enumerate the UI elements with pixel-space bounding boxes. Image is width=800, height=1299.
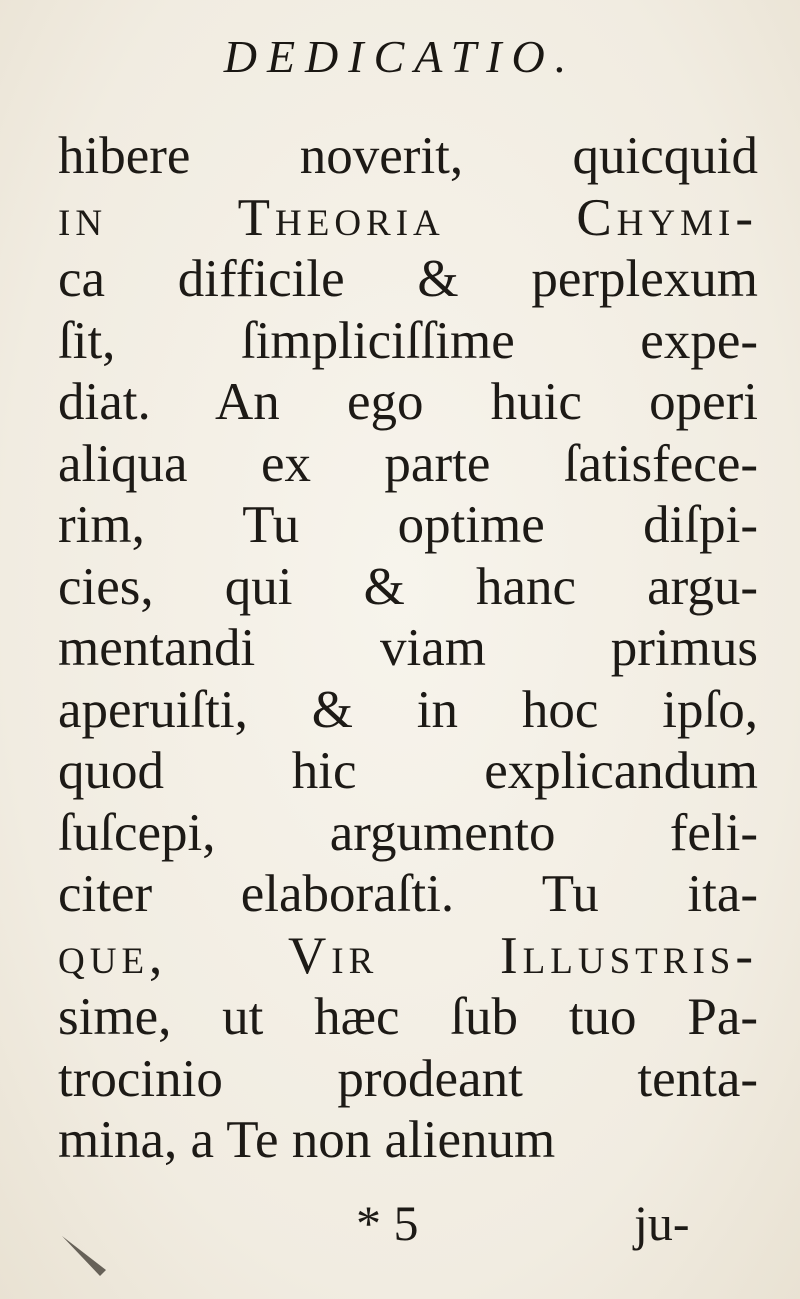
text-line: ſuſcepi, argumento feli- bbox=[58, 803, 758, 862]
body-text bbox=[58, 126, 758, 1172]
signature-mark: * 5 bbox=[356, 1195, 419, 1251]
text-line: quod hic explicandum bbox=[58, 742, 758, 800]
text-line: trocinio prodeant tenta- bbox=[58, 1049, 758, 1108]
catchword: ju- bbox=[634, 1195, 690, 1251]
text-line: cies, qui & hanc argu- bbox=[58, 557, 758, 616]
text-line: in Theoria Chymi- bbox=[58, 188, 758, 247]
text-line: diat. An ego huic operi bbox=[58, 373, 758, 431]
text-line: sime, ut hæc ſub tuo Pa- bbox=[58, 988, 758, 1046]
text-line: ca difficile & perplexum bbox=[58, 250, 758, 308]
text-line: hibere noverit, quicquid bbox=[58, 127, 758, 185]
ink-mark-icon bbox=[60, 1230, 130, 1280]
text-line: rim, Tu optime diſpi- bbox=[58, 496, 758, 554]
text-line: aliqua ex parte ſatisfece- bbox=[58, 434, 758, 493]
text-line: que, Vir Illustris- bbox=[58, 926, 758, 985]
text-line: mina, a Te non alienum bbox=[58, 1111, 556, 1169]
text-line: citer elaboraſti. Tu ita- bbox=[58, 865, 758, 923]
text-line: aperuiſti, & in hoc ipſo, bbox=[58, 680, 758, 739]
text-line: mentandi viam primus bbox=[58, 619, 758, 677]
running-title: DEDICATIO. bbox=[223, 31, 577, 82]
text-line: ſit, ſimpliciſſime expe- bbox=[58, 311, 758, 370]
